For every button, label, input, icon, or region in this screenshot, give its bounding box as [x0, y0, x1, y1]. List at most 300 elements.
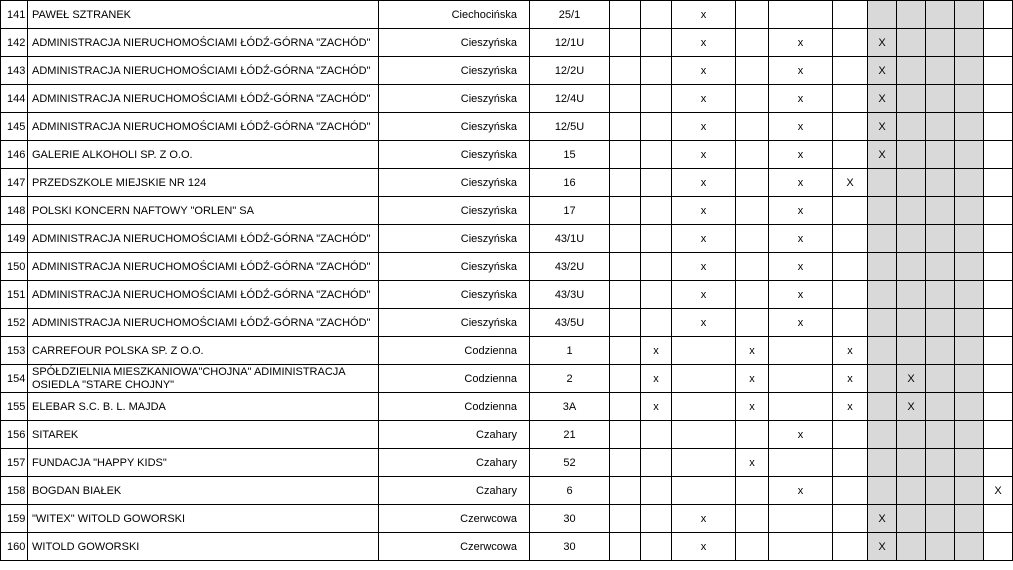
mark-cell: X [868, 505, 897, 533]
mark-cell [897, 197, 926, 225]
street-name: Cieszyńska [379, 113, 530, 141]
company-name: WITOLD GOWORSKI [28, 533, 379, 561]
mark-cell [955, 337, 984, 365]
mark-cell [610, 449, 641, 477]
mark-cell [984, 197, 1013, 225]
mark-cell [926, 477, 955, 505]
mark-cell: X [868, 533, 897, 561]
mark-cell [610, 505, 641, 533]
mark-cell: x [672, 309, 736, 337]
mark-cell [736, 505, 769, 533]
mark-cell [641, 113, 672, 141]
building-number: 15 [530, 141, 610, 169]
mark-cell [641, 169, 672, 197]
mark-cell [769, 505, 833, 533]
mark-cell [833, 505, 868, 533]
mark-cell [868, 197, 897, 225]
mark-cell [610, 393, 641, 421]
row-number: 157 [1, 449, 28, 477]
mark-cell [610, 421, 641, 449]
mark-cell [897, 505, 926, 533]
mark-cell [984, 113, 1013, 141]
mark-cell [984, 281, 1013, 309]
company-name: ADMINISTRACJA NIERUCHOMOŚCIAMI ŁÓDŹ-GÓRNA "ZACHÓD" [28, 281, 379, 309]
street-name: Cieszyńska [379, 29, 530, 57]
building-number: 16 [530, 169, 610, 197]
mark-cell [641, 1, 672, 29]
mark-cell [833, 533, 868, 561]
company-name: POLSKI KONCERN NAFTOWY "ORLEN" SA [28, 197, 379, 225]
mark-cell [833, 477, 868, 505]
building-number: 12/1U [530, 29, 610, 57]
mark-cell: x [769, 477, 833, 505]
row-number: 141 [1, 1, 28, 29]
table-row [1, 29, 1013, 57]
mark-cell [955, 29, 984, 57]
row-number: 153 [1, 337, 28, 365]
row-number: 156 [1, 421, 28, 449]
mark-cell: x [672, 533, 736, 561]
mark-cell [769, 365, 833, 393]
street-name: Cieszyńska [379, 57, 530, 85]
mark-cell [926, 533, 955, 561]
company-name: SITAREK [28, 421, 379, 449]
building-number: 3A [530, 393, 610, 421]
mark-cell [984, 337, 1013, 365]
mark-cell [984, 505, 1013, 533]
mark-cell: x [833, 393, 868, 421]
mark-cell: x [769, 57, 833, 85]
building-number: 6 [530, 477, 610, 505]
company-name: ADMINISTRACJA NIERUCHOMOŚCIAMI ŁÓDŹ-GÓRNA "ZACHÓD" [28, 309, 379, 337]
mark-cell: x [672, 505, 736, 533]
mark-cell [610, 1, 641, 29]
street-name: Codzienna [379, 365, 530, 393]
mark-cell [955, 1, 984, 29]
table-row [1, 421, 1013, 449]
building-number: 43/2U [530, 253, 610, 281]
mark-cell [769, 1, 833, 29]
mark-cell [672, 477, 736, 505]
company-name: PAWEŁ SZTRANEK [28, 1, 379, 29]
table-row [1, 309, 1013, 337]
mark-cell [641, 253, 672, 281]
mark-cell [926, 337, 955, 365]
mark-cell [955, 533, 984, 561]
mark-cell [641, 225, 672, 253]
mark-cell: x [641, 393, 672, 421]
mark-cell [984, 29, 1013, 57]
mark-cell [736, 141, 769, 169]
mark-cell [736, 85, 769, 113]
mark-cell: x [769, 169, 833, 197]
street-name: Cieszyńska [379, 309, 530, 337]
table-row [1, 281, 1013, 309]
mark-cell [833, 113, 868, 141]
mark-cell [610, 29, 641, 57]
mark-cell [868, 421, 897, 449]
mark-cell [833, 197, 868, 225]
row-number: 160 [1, 533, 28, 561]
building-number: 12/5U [530, 113, 610, 141]
mark-cell [955, 393, 984, 421]
mark-cell: x [769, 309, 833, 337]
row-number: 152 [1, 309, 28, 337]
mark-cell [955, 253, 984, 281]
mark-cell [610, 57, 641, 85]
mark-cell [955, 85, 984, 113]
mark-cell [926, 141, 955, 169]
mark-cell: X [868, 29, 897, 57]
table-row [1, 505, 1013, 533]
mark-cell [868, 281, 897, 309]
mark-cell [955, 505, 984, 533]
mark-cell [955, 57, 984, 85]
mark-cell [641, 57, 672, 85]
mark-cell [736, 57, 769, 85]
mark-cell [984, 141, 1013, 169]
mark-cell [868, 337, 897, 365]
company-name: ADMINISTRACJA NIERUCHOMOŚCIAMI ŁÓDŹ-GÓRNA "ZACHÓD" [28, 113, 379, 141]
row-number: 149 [1, 225, 28, 253]
mark-cell [610, 477, 641, 505]
mark-cell [833, 281, 868, 309]
mark-cell [610, 197, 641, 225]
mark-cell [736, 281, 769, 309]
mark-cell [926, 505, 955, 533]
mark-cell [736, 29, 769, 57]
mark-cell: x [672, 29, 736, 57]
mark-cell: x [736, 393, 769, 421]
mark-cell [926, 365, 955, 393]
mark-cell [736, 169, 769, 197]
company-name: ADMINISTRACJA NIERUCHOMOŚCIAMI ŁÓDŹ-GÓRNA "ZACHÓD" [28, 85, 379, 113]
building-number: 30 [530, 505, 610, 533]
mark-cell [769, 337, 833, 365]
mark-cell [926, 113, 955, 141]
mark-cell: x [641, 365, 672, 393]
mark-cell [926, 421, 955, 449]
mark-cell [833, 225, 868, 253]
table-row [1, 253, 1013, 281]
building-number: 30 [530, 533, 610, 561]
building-number: 1 [530, 337, 610, 365]
mark-cell: x [833, 365, 868, 393]
building-number: 17 [530, 197, 610, 225]
mark-cell [897, 169, 926, 197]
mark-cell [610, 169, 641, 197]
mark-cell [926, 253, 955, 281]
mark-cell [833, 253, 868, 281]
street-name: Cieszyńska [379, 197, 530, 225]
mark-cell: x [672, 281, 736, 309]
mark-cell [926, 309, 955, 337]
mark-cell [610, 253, 641, 281]
street-name: Czerwcowa [379, 533, 530, 561]
mark-cell [984, 253, 1013, 281]
mark-cell [984, 225, 1013, 253]
row-number: 151 [1, 281, 28, 309]
mark-cell [672, 337, 736, 365]
mark-cell [868, 477, 897, 505]
mark-cell [672, 421, 736, 449]
mark-cell [897, 57, 926, 85]
building-number: 12/4U [530, 85, 610, 113]
row-number: 145 [1, 113, 28, 141]
mark-cell [955, 225, 984, 253]
mark-cell [955, 477, 984, 505]
mark-cell [868, 169, 897, 197]
mark-cell [897, 225, 926, 253]
table-row [1, 477, 1013, 505]
mark-cell [984, 85, 1013, 113]
mark-cell [736, 421, 769, 449]
mark-cell [736, 477, 769, 505]
table-row [1, 365, 1013, 393]
mark-cell [868, 253, 897, 281]
street-name: Cieszyńska [379, 141, 530, 169]
table-row [1, 533, 1013, 561]
mark-cell: X [868, 141, 897, 169]
mark-cell [833, 85, 868, 113]
table-row [1, 57, 1013, 85]
mark-cell [610, 309, 641, 337]
mark-cell [610, 113, 641, 141]
mark-cell: x [736, 449, 769, 477]
mark-cell [641, 421, 672, 449]
mark-cell [833, 309, 868, 337]
mark-cell [984, 1, 1013, 29]
mark-cell [672, 449, 736, 477]
mark-cell [984, 57, 1013, 85]
mark-cell: x [769, 197, 833, 225]
mark-cell [897, 1, 926, 29]
table-row [1, 337, 1013, 365]
mark-cell [897, 309, 926, 337]
mark-cell: x [672, 169, 736, 197]
mark-cell [926, 449, 955, 477]
mark-cell [868, 393, 897, 421]
mark-cell [926, 169, 955, 197]
mark-cell [984, 309, 1013, 337]
table-body [1, 1, 1013, 561]
mark-cell [736, 113, 769, 141]
building-number: 12/2U [530, 57, 610, 85]
mark-cell [833, 449, 868, 477]
mark-cell [984, 169, 1013, 197]
mark-cell [833, 29, 868, 57]
street-name: Cieszyńska [379, 169, 530, 197]
mark-cell [736, 253, 769, 281]
mark-cell [641, 281, 672, 309]
mark-cell [610, 225, 641, 253]
mark-cell [641, 85, 672, 113]
mark-cell: x [672, 197, 736, 225]
mark-cell [955, 309, 984, 337]
mark-cell [610, 365, 641, 393]
table-row [1, 141, 1013, 169]
street-name: Czahary [379, 477, 530, 505]
mark-cell [641, 505, 672, 533]
mark-cell [868, 365, 897, 393]
mark-cell: X [897, 393, 926, 421]
mark-cell [610, 533, 641, 561]
mark-cell: x [736, 365, 769, 393]
mark-cell [926, 197, 955, 225]
mark-cell [897, 85, 926, 113]
row-number: 154 [1, 365, 28, 393]
row-number: 147 [1, 169, 28, 197]
mark-cell [833, 141, 868, 169]
mark-cell: x [769, 225, 833, 253]
company-name: SPÓŁDZIELNIA MIESZKANIOWA"CHOJNA" ADIMINISTRACJA OSIEDLA "STARE CHOJNY" [28, 365, 379, 393]
company-name: ADMINISTRACJA NIERUCHOMOŚCIAMI ŁÓDŹ-GÓRNA "ZACHÓD" [28, 29, 379, 57]
mark-cell [736, 533, 769, 561]
street-name: Czahary [379, 421, 530, 449]
mark-cell: X [984, 477, 1013, 505]
mark-cell [641, 533, 672, 561]
company-name: "WITEX" WITOLD GOWORSKI [28, 505, 379, 533]
mark-cell [833, 421, 868, 449]
mark-cell: x [736, 337, 769, 365]
mark-cell: X [868, 85, 897, 113]
mark-cell: X [897, 365, 926, 393]
street-name: Czahary [379, 449, 530, 477]
mark-cell: x [672, 113, 736, 141]
mark-cell: x [769, 421, 833, 449]
mark-cell [955, 141, 984, 169]
mark-cell [641, 197, 672, 225]
street-name: Codzienna [379, 337, 530, 365]
mark-cell [610, 281, 641, 309]
mark-cell [897, 533, 926, 561]
mark-cell [641, 449, 672, 477]
row-number: 159 [1, 505, 28, 533]
mark-cell [984, 365, 1013, 393]
mark-cell [955, 421, 984, 449]
mark-cell: x [769, 85, 833, 113]
building-number: 21 [530, 421, 610, 449]
mark-cell [641, 29, 672, 57]
mark-cell [833, 1, 868, 29]
mark-cell [672, 365, 736, 393]
mark-cell [926, 1, 955, 29]
company-name: GALERIE ALKOHOLI SP. Z O.O. [28, 141, 379, 169]
mark-cell [897, 449, 926, 477]
mark-cell: x [769, 113, 833, 141]
mark-cell [641, 477, 672, 505]
mark-cell [984, 449, 1013, 477]
mark-cell: x [672, 1, 736, 29]
mark-cell: x [833, 337, 868, 365]
row-number: 143 [1, 57, 28, 85]
mark-cell [955, 449, 984, 477]
mark-cell: x [672, 85, 736, 113]
mark-cell: x [769, 141, 833, 169]
mark-cell: x [769, 281, 833, 309]
company-name: BOGDAN BIAŁEK [28, 477, 379, 505]
building-number: 2 [530, 365, 610, 393]
company-name: CARREFOUR POLSKA SP. Z O.O. [28, 337, 379, 365]
mark-cell [926, 393, 955, 421]
mark-cell: x [672, 141, 736, 169]
table-row [1, 169, 1013, 197]
mark-cell [736, 225, 769, 253]
building-number: 25/1 [530, 1, 610, 29]
mark-cell [641, 141, 672, 169]
company-name: PRZEDSZKOLE MIEJSKIE NR 124 [28, 169, 379, 197]
table-row [1, 393, 1013, 421]
building-number: 43/3U [530, 281, 610, 309]
mark-cell: x [672, 225, 736, 253]
table-row [1, 85, 1013, 113]
mark-cell [736, 1, 769, 29]
street-name: Cieszyńska [379, 281, 530, 309]
mark-cell [897, 477, 926, 505]
row-number: 150 [1, 253, 28, 281]
mark-cell [769, 449, 833, 477]
street-name: Cieszyńska [379, 225, 530, 253]
mark-cell: X [833, 169, 868, 197]
mark-cell [897, 421, 926, 449]
mark-cell: X [868, 57, 897, 85]
company-name: ELEBAR S.C. B. L. MAJDA [28, 393, 379, 421]
mark-cell [955, 169, 984, 197]
mark-cell [926, 29, 955, 57]
company-name: FUNDACJA "HAPPY KIDS" [28, 449, 379, 477]
table-row [1, 225, 1013, 253]
mark-cell [868, 309, 897, 337]
mark-cell [641, 309, 672, 337]
mark-cell [833, 57, 868, 85]
mark-cell: x [769, 253, 833, 281]
mark-cell [984, 393, 1013, 421]
mark-cell [984, 421, 1013, 449]
mark-cell [955, 197, 984, 225]
mark-cell [984, 533, 1013, 561]
mark-cell [897, 113, 926, 141]
mark-cell [736, 197, 769, 225]
mark-cell [868, 1, 897, 29]
table-row [1, 449, 1013, 477]
company-name: ADMINISTRACJA NIERUCHOMOŚCIAMI ŁÓDŹ-GÓRNA "ZACHÓD" [28, 57, 379, 85]
mark-cell: X [868, 113, 897, 141]
mark-cell [897, 337, 926, 365]
mark-cell: x [641, 337, 672, 365]
mark-cell [897, 141, 926, 169]
mark-cell [926, 57, 955, 85]
mark-cell [610, 337, 641, 365]
street-name: Cieszyńska [379, 253, 530, 281]
street-name: Czerwcowa [379, 505, 530, 533]
mark-cell [926, 85, 955, 113]
row-number: 142 [1, 29, 28, 57]
mark-cell [736, 309, 769, 337]
row-number: 158 [1, 477, 28, 505]
mark-cell: x [672, 57, 736, 85]
row-number: 148 [1, 197, 28, 225]
row-number: 155 [1, 393, 28, 421]
street-name: Codzienna [379, 393, 530, 421]
mark-cell: x [672, 253, 736, 281]
row-number: 146 [1, 141, 28, 169]
mark-cell [955, 113, 984, 141]
mark-cell [868, 225, 897, 253]
mark-cell: x [769, 29, 833, 57]
mark-cell [955, 281, 984, 309]
mark-cell [897, 29, 926, 57]
mark-cell [672, 393, 736, 421]
